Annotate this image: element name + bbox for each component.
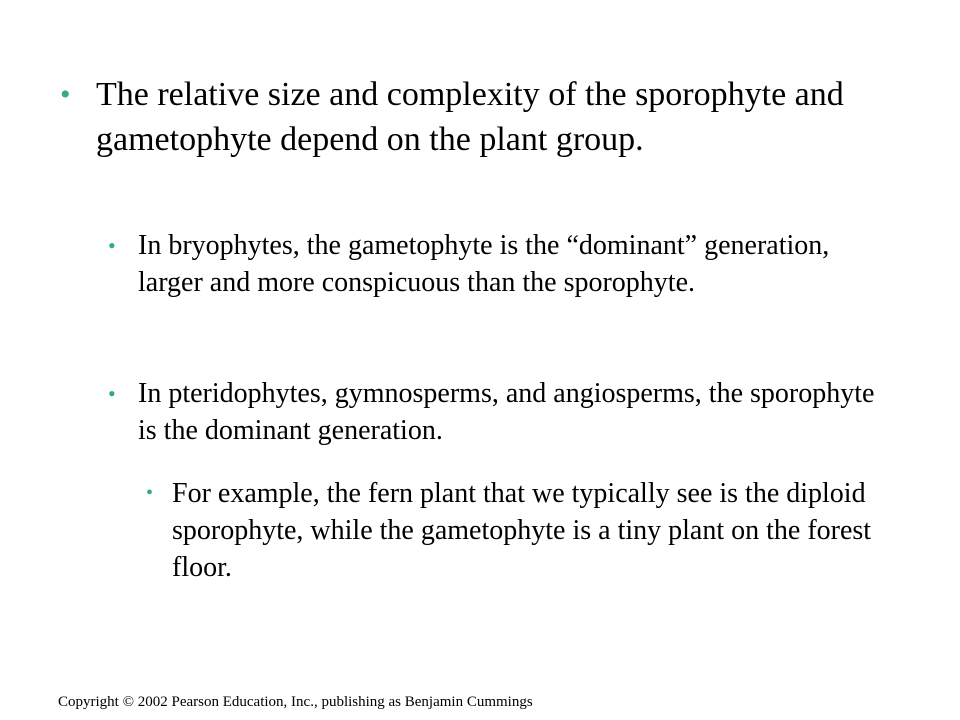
bullet-point-bryophytes: [108, 227, 898, 301]
bullet-point-fern-example: [146, 475, 896, 586]
bullet-text-fern-example: For example, the fern plant that we typically see is the diploid sporophyte, while the gametophyte is a tiny plant on the forest floor.: [172, 478, 872, 583]
bullet-point-pteridophytes: [108, 375, 898, 449]
bullet-dot-icon: •: [60, 78, 71, 111]
bullet-dot-icon: •: [108, 381, 116, 406]
copyright-footer: Copyright © 2002 Pearson Education, Inc., publishing as Benjamin Cummings: [58, 694, 533, 710]
bullet-point-level1: [60, 72, 900, 162]
bullet-text-sporophyte-gametophyte-size: The relative size and complexity of the sporophyte and gametophyte depend on the plant group.: [96, 76, 844, 158]
bullet-dot-icon: •: [108, 233, 116, 258]
bullet-dot-icon: •: [146, 482, 154, 504]
bullet-text-pteridophytes: In pteridophytes, gymnosperms, and angiosperms, the sporophyte is the dominant generation.: [138, 378, 875, 446]
bullet-text-bryophytes: In bryophytes, the gametophyte is the “dominant” generation, larger and more conspicuous than the sporophyte.: [138, 230, 830, 298]
